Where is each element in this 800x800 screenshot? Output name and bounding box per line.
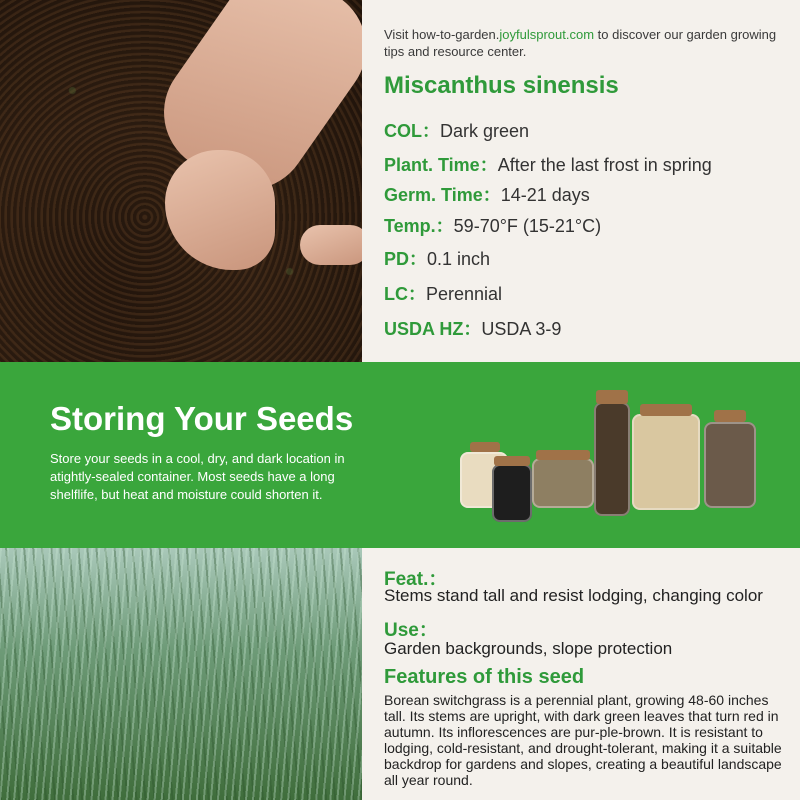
jar-cork: [536, 450, 590, 460]
site-promo-text: [384, 26, 784, 60]
spec-value: 59-70°F (15-21°C): [453, 216, 602, 236]
spec-value: After the last frost in spring: [497, 155, 712, 175]
hand-image: [165, 150, 275, 270]
storage-band: [0, 362, 800, 548]
spec-key: Germ. Time：: [384, 185, 501, 205]
jar-pumpkin-seeds: [632, 414, 700, 510]
storage-text: Store your seeds in a cool, dry, and dark location in atightly-sealed container. Most seeds have a long shelflife, but heat and moisture could shorten it.: [50, 451, 345, 502]
spec-value: Perennial: [426, 284, 503, 304]
plant-name: Miscanthus sinensis: [384, 72, 619, 99]
jar-cork: [596, 390, 628, 404]
feat-text: Stems stand tall and resist lodging, changing color: [384, 586, 763, 605]
spec-row-color: [384, 117, 529, 143]
spec-value: USDA 3-9: [481, 319, 562, 339]
jar-tall-seeds: [594, 402, 630, 516]
site-prefix: Visit how-to-garden.: [384, 27, 500, 42]
spec-value: Dark green: [440, 121, 530, 141]
jar-black-seeds: [492, 464, 532, 522]
jar-mixed-seeds: [704, 422, 756, 508]
jar-cork: [714, 410, 746, 422]
spec-row-usda-zone: [384, 315, 561, 341]
seed-description: Borean switchgrass is a perennial plant, growing 48-60 inches tall. Its stems are upright, with dark green leaves that turn red in autumn. Its inflorescences are pur-ple-brown. It is resistant to lodging, cold-resistant, and drought-tolerant, making it a suitable backdrop for gardens and slopes, creating a beautiful landscape all year round.: [384, 692, 782, 788]
soil-sowing-photo: [0, 0, 362, 362]
second-hand-image: [300, 225, 362, 265]
jar-cork: [470, 442, 500, 452]
spec-row-plant-time: [384, 151, 712, 177]
use-text: Garden backgrounds, slope protection: [384, 639, 673, 658]
spec-key: Plant. Time：: [384, 155, 498, 175]
spec-value: 0.1 inch: [427, 249, 491, 269]
spec-key: Temp.：: [384, 216, 454, 236]
use-label: Use：: [384, 620, 438, 641]
features-panel: [362, 548, 800, 800]
feat-label: Feat.：: [384, 569, 448, 590]
spec-row-planting-depth: [384, 245, 490, 271]
plant-info-panel: [362, 0, 800, 362]
spec-key: USDA HZ：: [384, 319, 482, 339]
spec-key: PD：: [384, 249, 428, 269]
site-suffix: to discover our garden growing tips and resource center.: [384, 27, 777, 59]
spec-row-temp: [384, 212, 601, 238]
storage-title: Storing Your Seeds: [50, 400, 354, 437]
spec-value: 14-21 days: [500, 185, 590, 205]
miscanthus-grass-photo: [0, 548, 362, 800]
jar-cork: [640, 404, 692, 416]
seed-features-title: Features of this seed: [384, 666, 585, 688]
site-link[interactable]: joyfulsprout.com: [499, 27, 595, 42]
spec-key: COL：: [384, 121, 440, 141]
spec-row-germ-time: [384, 181, 590, 207]
jar-fine-seeds: [532, 458, 594, 508]
spec-row-life-cycle: [384, 280, 502, 306]
spec-key: LC：: [384, 284, 426, 304]
jar-cork: [494, 456, 530, 466]
